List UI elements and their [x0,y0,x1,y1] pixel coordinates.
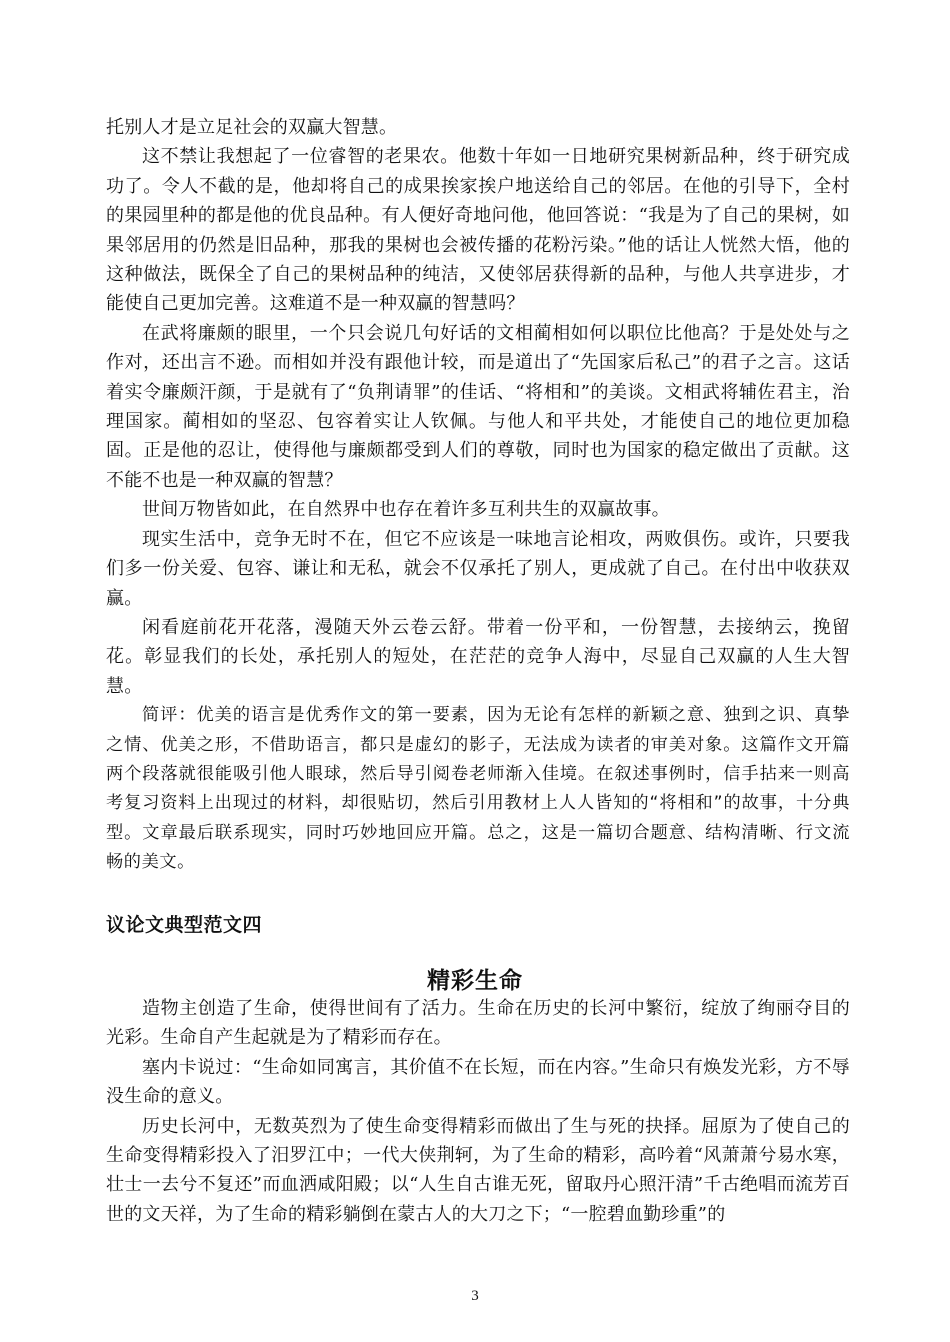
paragraph: 托别人才是立足社会的双赢大智慧。 [106,117,398,138]
paragraph: 历史长河中，无数英烈为了使生命变得精彩而做出了生与死的抉择。屈原为了使自己的生命变得精彩投入了汨罗江中；一代大侠荆轲，为了生命的精彩，高吟着“风萧萧兮易水寒，壮士一去兮不复还”而血洒咸阳殿；以“人生自古谁无死，留取丹心照汗清”千古绝唱而流芳百世的文天祥，为了生命的精彩躺倒在蒙古人的大刀之下；“一腔碧血勤珍重”的 [106,1115,850,1225]
paragraph: 在武将廉颇的眼里，一个只会说几句好话的文相蔺相如何以职位比他高？于是处处与之作对，还出言不逊。而相如并没有跟他计较，而是道出了“先国家后私己”的君子之言。这话着实令廉颇汗颜，于是就有了“负荆请罪”的佳话、“将相和”的美谈。文相武将辅佐君主，治理国家。蔺相如的坚忍、包容着实让人钦佩。与他人和平共处，才能使自己的地位更加稳固。正是他的忍让，使得他与廉颇都受到人们的尊敬，同时也为国家的稳定做出了贡献。这不能不也是一种双赢的智慧？ [106,322,850,491]
page-number: 3 [471,1288,479,1304]
essay-title: 精彩生命 [427,968,523,994]
essay-continuation [106,113,850,878]
paragraph: 闲看庭前花开花落，漫随天外云卷云舒。带着一份平和，一份智慧，去接纳云，挽留花。彰显我们的长处，承托别人的短处，在茫茫的竞争人海中，尽显自己双赢的人生大智慧。 [106,616,850,697]
essay-body [106,994,850,1229]
paragraph: 世间万物皆如此，在自然界中也存在着许多互利共生的双赢故事。 [142,499,670,521]
paragraph: 这不禁让我想起了一位睿智的老果农。他数十年如一日地研究果树新品种，终于研究成功了。令人不截的是，他却将自己的成果挨家挨户地送给自己的邻居。在他的引导下，全村的果园里种的都是他的优良品种。有人便好奇地问他，他回答说：“我是为了自己的果树，如果邻居用的仍然是旧品种，那我的果树也会被传播的花粉污染。”他的话让人恍然大悟，他的这种做法，既保全了自己的果树品种的纯洁，又使邻居获得新的品种，与他人共享进步，才能使自己更加完善。这难道不是一种双赢的智慧吗？ [106,146,850,315]
section-heading: 议论文典型范文四 [106,914,263,936]
paragraph: 塞内卡说过：“生命如同寓言，其价值不在长短，而在内容。”生命只有焕发光彩，方不辱没生命的意义。 [106,1056,850,1108]
paragraph: 现实生活中，竞争无时不在，但它不应该是一味地言论相攻，两败俱伤。或许，只要我们多一份关爱、包容、谦让和无私，就会不仅承托了别人，更成就了自己。在付出中收获双赢。 [106,528,850,609]
paragraph: 造物主创造了生命，使得世间有了活力。生命在历史的长河中繁衍，绽放了绚丽夺目的光彩。生命自产生起就是为了精彩而存在。 [106,998,850,1049]
brief-comment: 简评：优美的语言是优秀作文的第一要素，因为无论有怎样的新颖之意、独到之识、真挚之情、优美之形，不借助语言，都只是虚幻的影子，无法成为读者的审美对象。这篇作文开篇两个段落就很能吸引他人眼球，然后导引阅卷老师渐入佳境。在叙述事例时，信手拈来一则高考复习资料上出现过的材料，却很贴切，然后引用教材上人人皆知的“将相和”的故事，十分典型。文章最后联系现实，同时巧妙地回应开篇。总之，这是一篇切合题意、结构清晰、行文流畅的美文。 [106,705,850,873]
